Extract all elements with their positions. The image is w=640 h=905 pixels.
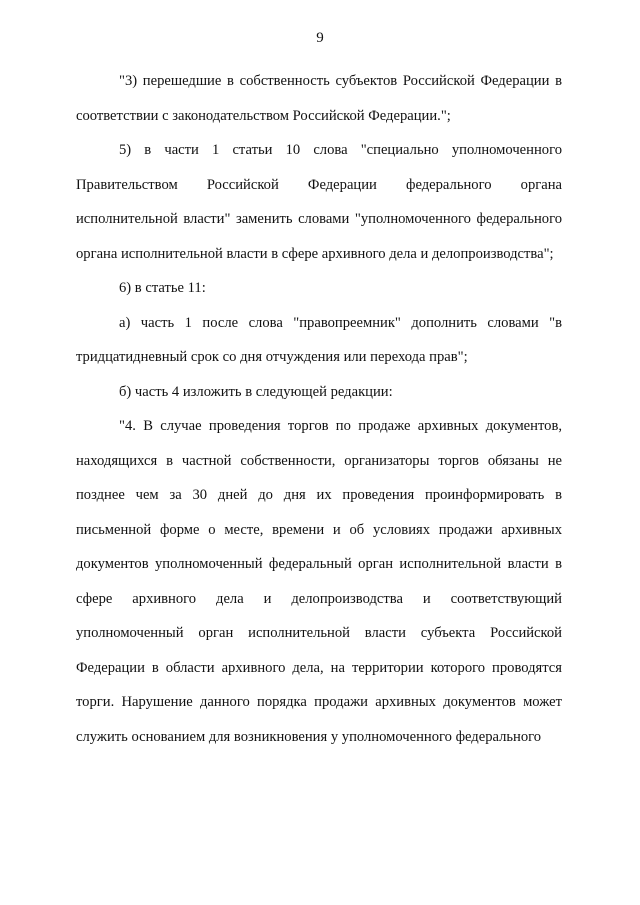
- paragraph-part-4-text: "4. В случае проведения торгов по продаже архивных документов, находящихся в частной собственности, организаторы торгов обязаны не позднее чем за 30 дней до дня их проведения проинформировать в письменной форме о месте, времени и об условиях продажи архивных документов уполномоченный федеральный орган исполнительной власти в сфере архивного дела и делопроизводства и соответствующий уполномоченный орган исполнительной власти субъекта Российской Федерации в области архивного дела, на территории которого проводятся торги. Нарушение данного порядка продажи архивных документов может служить основанием для возникновения у уполномоченного федерального: [76, 418, 562, 745]
- paragraph-item-6: 6) в статье 11:: [119, 280, 206, 296]
- document-body: [76, 64, 562, 754]
- page-number: 9: [316, 30, 324, 46]
- paragraph-subitem-a: а) часть 1 после слова "правопреемник" дополнить словами "в тридцатидневный срок со дня отчуждения или перехода прав";: [76, 314, 562, 365]
- paragraph-item-5: 5) в части 1 статьи 10 слова "специально уполномоченного Правительством Российской Федерации федерального органа исполнительной власти" заменить словами "уполномоченного федерального органа исполнительной власти в сфере архивного дела и делопроизводства";: [76, 142, 562, 262]
- paragraph-subitem-b: б) часть 4 изложить в следующей редакции:: [119, 383, 393, 400]
- paragraph-item-3: "3) перешедшие в собственность субъектов Российской Федерации в соответствии с законодательством Российской Федерации.";: [76, 73, 562, 124]
